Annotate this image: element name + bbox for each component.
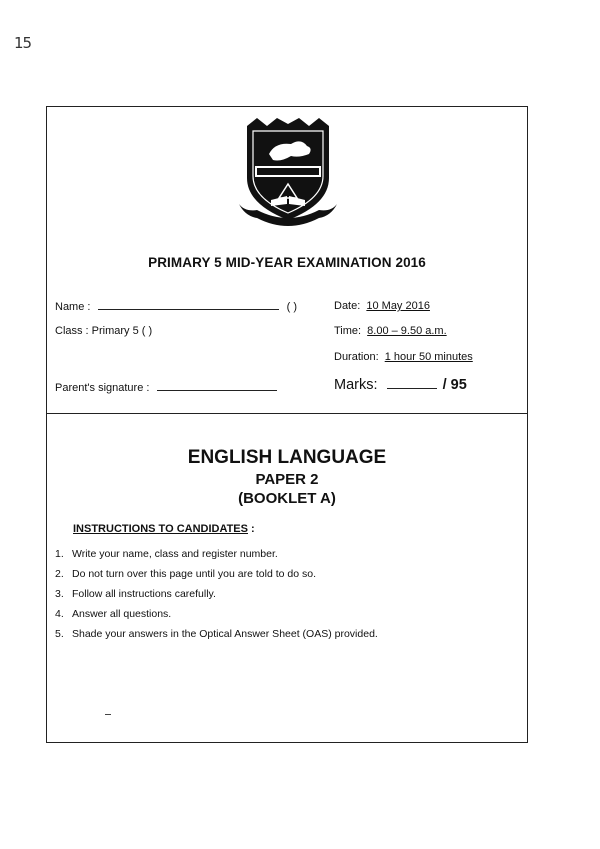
instructions-heading-text: INSTRUCTIONS TO CANDIDATES [73,523,248,535]
instruction-number: 3. [55,588,64,600]
exam-title: PRIMARY 5 MID-YEAR EXAMINATION 2016 [148,255,426,270]
time-field [334,325,447,337]
instruction-text: Do not turn over this page until you are told to do so. [72,568,316,580]
instructions-heading-suffix: : [248,523,255,535]
name-label: Name : [55,301,91,313]
instruction-item [55,548,378,568]
date-field [334,300,430,312]
instruction-number: 1. [55,548,64,560]
instruction-text: Write your name, class and register number. [72,548,278,560]
register-number-bracket: ( ) [286,301,297,313]
marks-total: / 95 [442,377,467,393]
name-blank [98,300,279,310]
date-value: 10 May 2016 [366,300,430,312]
duration-field [334,351,473,363]
instruction-item [55,588,378,608]
paper-label: PAPER 2 [255,471,319,488]
marks-label: Marks: [334,377,378,393]
instruction-number: 4. [55,608,64,620]
instructions-heading [73,523,255,535]
instruction-item [55,628,378,648]
marks-blank [387,377,437,389]
booklet-label: (BOOKLET A) [238,490,336,507]
class-field: Class : Primary 5 ( ) [55,325,153,337]
instruction-item [55,608,378,628]
instruction-text: Follow all instructions carefully. [72,588,216,600]
instruction-item [55,568,378,588]
marks-field [334,377,467,393]
school-crest-icon [235,116,341,234]
parent-signature-blank [157,381,277,391]
time-value: 8.00 – 9.50 a.m. [367,325,447,337]
cover-frame [46,106,528,743]
instruction-text: Answer all questions. [72,608,172,620]
instructions-list [55,548,378,648]
stray-pen-mark [105,714,111,715]
page-number: 15 [14,34,32,52]
section-divider [47,413,527,414]
name-field [55,300,297,313]
instruction-number: 2. [55,568,64,580]
subject-title: ENGLISH LANGUAGE [187,447,387,468]
parent-signature-label: Parent's signature : [55,382,150,394]
instruction-number: 5. [55,628,64,640]
date-label: Date: [334,300,361,312]
parent-signature-field [55,381,277,394]
instruction-text: Shade your answers in the Optical Answer Sheet (OAS) provided. [72,628,378,640]
duration-label: Duration: [334,351,379,363]
time-label: Time: [334,325,362,337]
duration-value: 1 hour 50 minutes [384,351,473,363]
